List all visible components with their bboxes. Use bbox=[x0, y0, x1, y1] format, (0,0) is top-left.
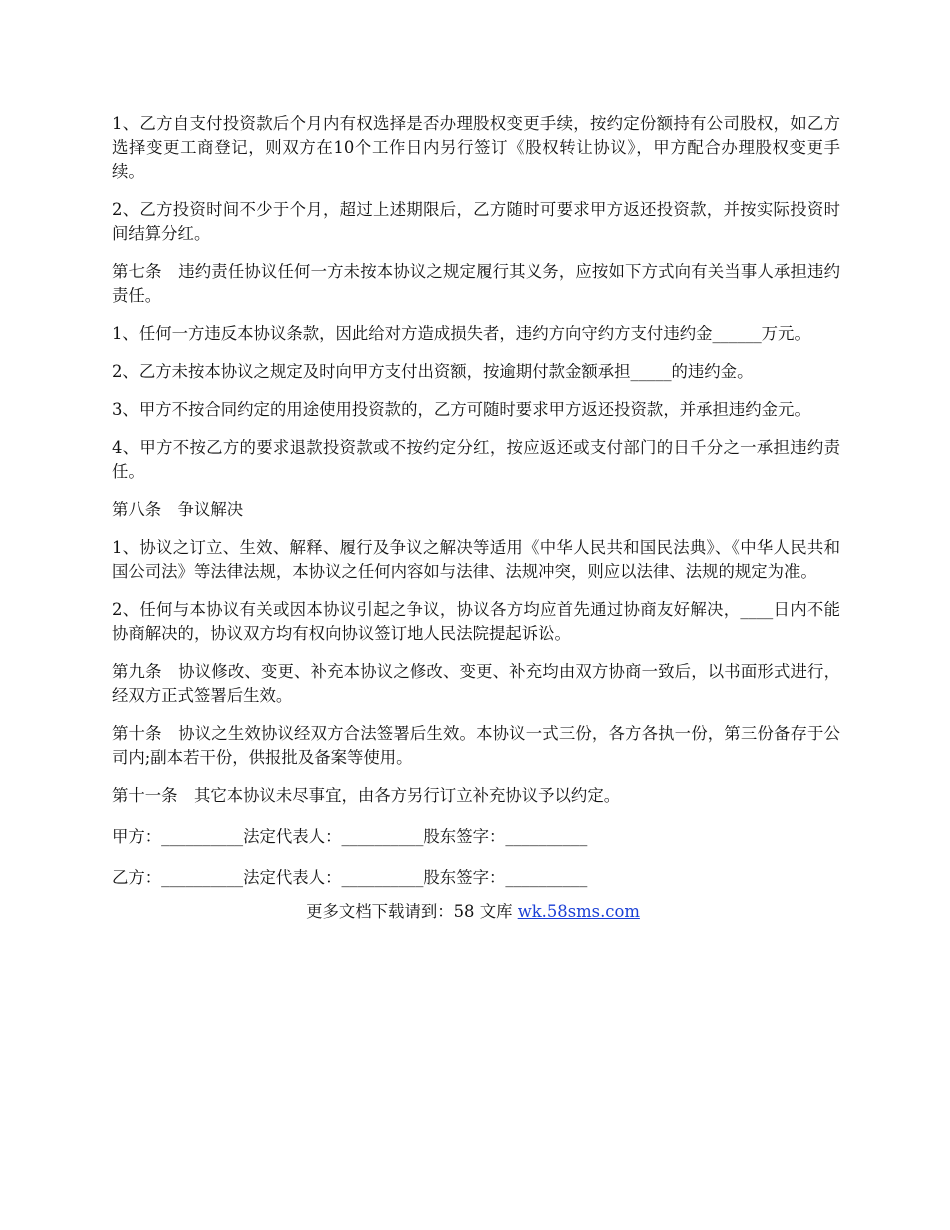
dispute-item-1: 1、协议之订立、生效、解释、履行及争议之解决等适用《中华人民共和国民法典》、《中华人民共和国公司法》等法律法规，本协议之任何内容如与法律、法规冲突，则应以法律、法规的规定为准。 bbox=[112, 538, 840, 581]
breach-item-2: 2、乙方未按本协议之规定及时向甲方支付出资额，按逾期付款金额承担_____的违约金。 bbox=[112, 362, 754, 381]
article-9-amendment: 第九条 协议修改、变更、补充本协议之修改、变更、补充均由双方协商一致后，以书面形式进行，经双方正式签署后生效。 bbox=[112, 662, 840, 705]
article-11-other: 第十一条 其它本协议未尽事宜，由各方另行订立补充协议予以约定。 bbox=[112, 786, 621, 805]
download-footer bbox=[112, 900, 840, 924]
breach-item-1: 1、任何一方违反本协议条款，因此给对方造成损失者，违约方向守约方支付违约金______万元。 bbox=[112, 324, 811, 343]
clause-1-equity-change: 1、乙方自支付投资款后个月内有权选择是否办理股权变更手续，按约定份额持有公司股权，如乙方选择变更工商登记，则双方在10个工作日内另行签订《股权转让协议》，甲方配合办理股权变更手续。 bbox=[112, 114, 840, 181]
dispute-item-2: 2、任何与本协议有关或因本协议引起之争议，协议各方均应首先通过协商友好解决，____日内不能协商解决的，协议双方均有权向协议签订地人民法院提起诉讼。 bbox=[112, 600, 840, 643]
article-8-heading: 第八条 争议解决 bbox=[112, 500, 244, 519]
footer-prefix: 更多文档下载请到：58 文库 bbox=[306, 902, 518, 921]
signature-line-party-b: 乙方：__________法定代表人：__________股东签字：__________ bbox=[112, 868, 588, 887]
breach-item-3: 3、甲方不按合同约定的用途使用投资款的，乙方可随时要求甲方返还投资款，并承担违约金元。 bbox=[112, 400, 811, 419]
clause-2-investment-period: 2、乙方投资时间不少于个月，超过上述期限后，乙方随时可要求甲方返还投资款，并按实际投资时间结算分红。 bbox=[112, 200, 840, 243]
footer-link[interactable]: wk.58sms.com bbox=[517, 902, 640, 921]
article-10-effectiveness: 第十条 协议之生效协议经双方合法签署后生效。本协议一式三份，各方各执一份，第三份备存于公司内;副本若干份，供报批及备案等使用。 bbox=[112, 724, 840, 767]
document-page bbox=[112, 112, 840, 924]
article-7-breach-liability: 第七条 违约责任协议任何一方未按本协议之规定履行其义务，应按如下方式向有关当事人承担违约责任。 bbox=[112, 262, 840, 305]
breach-item-4: 4、甲方不按乙方的要求退款投资款或不按约定分红，按应返还或支付部门的日千分之一承担违约责任。 bbox=[112, 438, 840, 481]
signature-line-party-a: 甲方：__________法定代表人：__________股东签字：__________ bbox=[112, 827, 588, 846]
